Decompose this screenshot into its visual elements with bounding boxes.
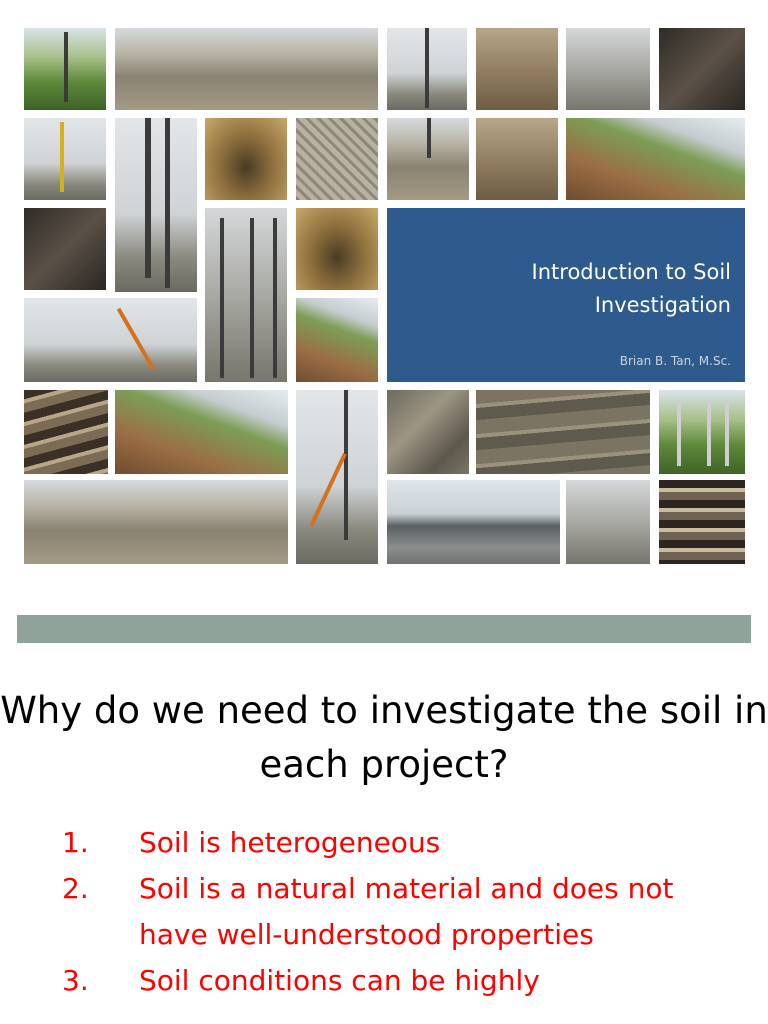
title-box xyxy=(387,208,745,382)
rock-core-photo xyxy=(659,480,745,564)
item-number: 3. xyxy=(62,964,89,997)
slide-heading: Why do we need to investigate the soil in each project? xyxy=(0,689,768,786)
site-works-photo xyxy=(387,118,469,200)
excavator-photo xyxy=(476,118,558,200)
tunnel-photo xyxy=(205,118,287,200)
deep-excavation-photo xyxy=(24,480,288,564)
item-number: 2. xyxy=(62,872,89,905)
crane-barge-photo xyxy=(24,298,197,382)
slide-divider xyxy=(17,615,751,643)
rock-wall-photo xyxy=(476,390,650,474)
auger-rig-photo xyxy=(115,118,197,292)
scaffold-photo xyxy=(205,208,287,382)
offshore-workers-photo xyxy=(387,480,560,564)
reasons-list xyxy=(0,820,768,1004)
drill-rig-photo xyxy=(24,118,106,200)
item-text: Soil is a natural material and does not have well-understood properties xyxy=(139,872,674,951)
item-text: Soil is heterogeneous xyxy=(139,826,441,859)
drilling-mast-photo xyxy=(296,390,378,564)
item-number: 1. xyxy=(62,826,89,859)
sample-photo xyxy=(659,28,745,110)
excavation-site-photo xyxy=(115,28,378,110)
pit-photo xyxy=(296,208,378,290)
drilling-rig-photo xyxy=(24,28,106,110)
item-text: Soil conditions can be highly xyxy=(139,964,540,997)
landslide-photo xyxy=(115,390,288,474)
list-item xyxy=(0,820,768,866)
workers-photo xyxy=(476,28,558,110)
piles-photo xyxy=(659,390,745,474)
slide-title: Introduction to Soil Investigation xyxy=(531,260,731,317)
mud-flat-photo xyxy=(566,480,650,564)
rock-cavity-photo xyxy=(387,390,469,474)
retaining-wall-photo xyxy=(566,118,745,200)
embankment-photo xyxy=(296,298,378,382)
core-box-photo xyxy=(24,390,108,474)
list-item xyxy=(0,866,768,958)
pile-rig-photo xyxy=(387,28,467,110)
site-photo xyxy=(566,28,650,110)
mesh-photo xyxy=(296,118,378,200)
cracked-ground-photo xyxy=(24,208,106,290)
author-name: Brian B. Tan, M.Sc. xyxy=(619,354,731,368)
list-item xyxy=(0,958,768,1004)
